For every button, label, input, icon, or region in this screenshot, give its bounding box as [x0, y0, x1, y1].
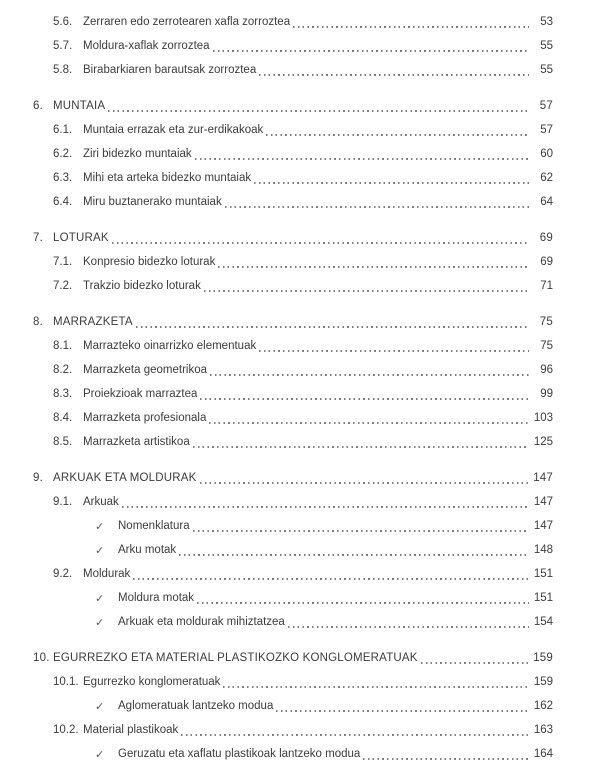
toc-entry-number: 8.1. [53, 340, 73, 352]
toc-entry [33, 718, 553, 742]
toc-entry-title: EGURREZKO ETA MATERIAL PLASTIKOZKO KONGLOMERATUAK [53, 652, 418, 664]
toc-entry [33, 742, 553, 766]
toc-entry-page-number: 53 [540, 16, 553, 28]
toc-entry [33, 562, 553, 586]
toc-entry-number: 8.4. [53, 412, 73, 424]
toc-entry-title: Egurrezko konglomeratuak [83, 676, 221, 688]
toc-entry-page-number: 69 [540, 256, 553, 268]
toc-entry-title: Marrazketa profesionala [83, 412, 207, 424]
toc-entry-number: 7.1. [53, 256, 73, 268]
toc-entry-page-number: 69 [539, 232, 553, 244]
toc-entry [33, 586, 553, 610]
dotted-leader [266, 134, 529, 136]
dotted-leader [200, 398, 529, 400]
toc-entry-page-number: 125 [533, 436, 553, 448]
dotted-leader [193, 530, 529, 532]
toc-entry-number: 5.8. [53, 64, 73, 76]
dotted-leader [193, 446, 529, 448]
dotted-leader [210, 374, 529, 376]
toc-entry-number: 10.2. [53, 724, 79, 736]
check-icon: ✓ [95, 544, 105, 557]
dotted-leader [288, 626, 529, 628]
toc-entry-title: MUNTAIA [53, 100, 106, 112]
dotted-leader [181, 734, 529, 736]
dotted-leader [108, 110, 529, 112]
dotted-leader [363, 758, 529, 760]
toc-entry-title: ARKUAK ETA MOLDURAK [53, 472, 197, 484]
toc-entry-title: Aglomeratuak lantzeko modua [118, 700, 274, 712]
dotted-leader [197, 602, 529, 604]
dotted-leader [276, 710, 529, 712]
toc-entry-number: 6.1. [53, 124, 73, 136]
toc-entry [33, 466, 553, 490]
toc-entry-page-number: 162 [533, 700, 553, 712]
dotted-leader [122, 506, 529, 508]
toc-entry [33, 94, 553, 118]
toc-entry-title: Moldurak [83, 568, 131, 580]
dotted-leader [179, 554, 529, 556]
toc-entry-title: Arkuak [83, 496, 119, 508]
dotted-leader [218, 266, 529, 268]
dotted-leader [225, 206, 529, 208]
toc-entry-title: Zerraren edo zerrotearen xafla zorroztea [83, 16, 291, 28]
dotted-leader [136, 326, 529, 328]
toc-entry-title: Moldura motak [118, 592, 195, 604]
toc-entry-number: 7.2. [53, 280, 73, 292]
toc-entry-page-number: 57 [539, 100, 553, 112]
toc-entry [33, 190, 553, 214]
toc-entry-title: Muntaia errazak eta zur-erdikakoak [83, 124, 264, 136]
toc-entry-page-number: 103 [533, 412, 553, 424]
toc-entry [33, 694, 553, 718]
toc-entry-page-number: 62 [540, 172, 553, 184]
check-icon: ✓ [95, 592, 105, 605]
toc-entry-page-number: 159 [533, 676, 553, 688]
toc-entry-title: Miru buztanerako muntaiak [83, 196, 222, 208]
toc-entry-page-number: 154 [533, 616, 553, 628]
dotted-leader [112, 242, 529, 244]
dotted-leader [421, 662, 529, 664]
toc-entry-title: Nomenklatura [118, 520, 190, 532]
toc-entry-title: Marrazteko oinarrizko elementuak [83, 340, 257, 352]
toc-entry-number: 5.6. [53, 16, 73, 28]
toc-entry-number: 6.4. [53, 196, 73, 208]
toc-entry-title: Ziri bidezko muntaiak [83, 148, 192, 160]
toc-entry-number: 5.7. [53, 40, 73, 52]
toc-entry [33, 118, 553, 142]
toc-entry-page-number: 55 [540, 40, 553, 52]
toc-entry-title: Konpresio bidezko loturak [83, 256, 216, 268]
toc-entry-page-number: 159 [533, 652, 553, 664]
toc-entry-page-number: 64 [540, 196, 553, 208]
toc-entry-number: 9.1. [53, 496, 73, 508]
toc-entry [33, 142, 553, 166]
toc-entry-number: 6. [33, 100, 43, 112]
dotted-leader [223, 686, 529, 688]
toc-entry-title: Arkuak eta moldurak mihiztatzea [118, 616, 285, 628]
toc-entry [33, 514, 553, 538]
toc-entry [33, 334, 553, 358]
dotted-leader [133, 578, 529, 580]
toc-entry-number: 6.3. [53, 172, 73, 184]
toc-entry-title: Mihi eta arteka bidezko muntaiak [83, 172, 252, 184]
toc-entry [33, 166, 553, 190]
dotted-leader [254, 182, 529, 184]
toc-entry-title: Arku motak [118, 544, 177, 556]
toc-entry-number: 10.1. [53, 676, 79, 688]
dotted-leader [259, 74, 529, 76]
toc-entry-page-number: 163 [533, 724, 553, 736]
toc-entry [33, 310, 553, 334]
toc-entry-title: Geruzatu eta xaflatu plastikoak lantzeko modua [118, 748, 361, 760]
toc-entry-page-number: 164 [533, 748, 553, 760]
toc-entry [33, 34, 553, 58]
toc-entry-title: Moldura-xaflak zorroztea [83, 40, 210, 52]
check-icon: ✓ [95, 700, 105, 713]
toc-entry-title: Birabarkiaren barautsak zorroztea [83, 64, 257, 76]
toc-entry-number: 9.2. [53, 568, 73, 580]
toc-entry-title: LOTURAK [53, 232, 109, 244]
toc-entry [33, 358, 553, 382]
toc-entry-title: Marrazketa artistikoa [83, 436, 190, 448]
toc-entry-page-number: 55 [540, 64, 553, 76]
dotted-leader [259, 350, 529, 352]
dotted-leader [293, 26, 529, 28]
dotted-leader [209, 422, 529, 424]
check-icon: ✓ [95, 616, 105, 629]
dotted-leader [204, 290, 529, 292]
toc-entry-page-number: 75 [539, 316, 553, 328]
toc-entry-title: MARRAZKETA [53, 316, 133, 328]
toc-entry-page-number: 148 [533, 544, 553, 556]
dotted-leader [200, 482, 529, 484]
toc-entry-page-number: 99 [540, 388, 553, 400]
toc-entry-number: 9. [33, 472, 43, 484]
toc-entry [33, 490, 553, 514]
toc-entry-page-number: 147 [533, 520, 553, 532]
toc-entry-page-number: 75 [540, 340, 553, 352]
toc-entry-list [33, 10, 553, 766]
toc-entry [33, 538, 553, 562]
toc-entry-page-number: 147 [533, 472, 553, 484]
toc-entry-title: Trakzio bidezko loturak [83, 280, 201, 292]
toc-entry-number: 6.2. [53, 148, 73, 160]
toc-entry [33, 226, 553, 250]
toc-entry [33, 670, 553, 694]
toc-entry [33, 10, 553, 34]
toc-entry-page-number: 57 [540, 124, 553, 136]
toc-entry-number: 8.2. [53, 364, 73, 376]
toc-entry [33, 610, 553, 634]
check-icon: ✓ [95, 520, 105, 533]
toc-entry [33, 250, 553, 274]
toc-entry-title: Material plastikoak [83, 724, 179, 736]
toc-entry-page-number: 71 [540, 280, 553, 292]
toc-entry-title: Proiekzioak marraztea [83, 388, 198, 400]
dotted-leader [195, 158, 529, 160]
toc-entry [33, 430, 553, 454]
toc-entry [33, 406, 553, 430]
toc-entry-page-number: 96 [540, 364, 553, 376]
toc-entry-number: 8. [33, 316, 43, 328]
toc-entry [33, 58, 553, 82]
dotted-leader [213, 50, 529, 52]
toc-entry [33, 646, 553, 670]
toc-entry-page-number: 151 [533, 568, 553, 580]
toc-entry-number: 8.3. [53, 388, 73, 400]
toc-entry-page-number: 60 [540, 148, 553, 160]
toc-entry [33, 382, 553, 406]
toc-entry-title: Marrazketa geometrikoa [83, 364, 207, 376]
toc-entry [33, 274, 553, 298]
toc-entry-number: 8.5. [53, 436, 73, 448]
check-icon: ✓ [95, 748, 105, 761]
toc-entry-page-number: 147 [533, 496, 553, 508]
toc-entry-number: 7. [33, 232, 43, 244]
toc-entry-number: 10. [33, 652, 50, 664]
toc-entry-page-number: 151 [533, 592, 553, 604]
